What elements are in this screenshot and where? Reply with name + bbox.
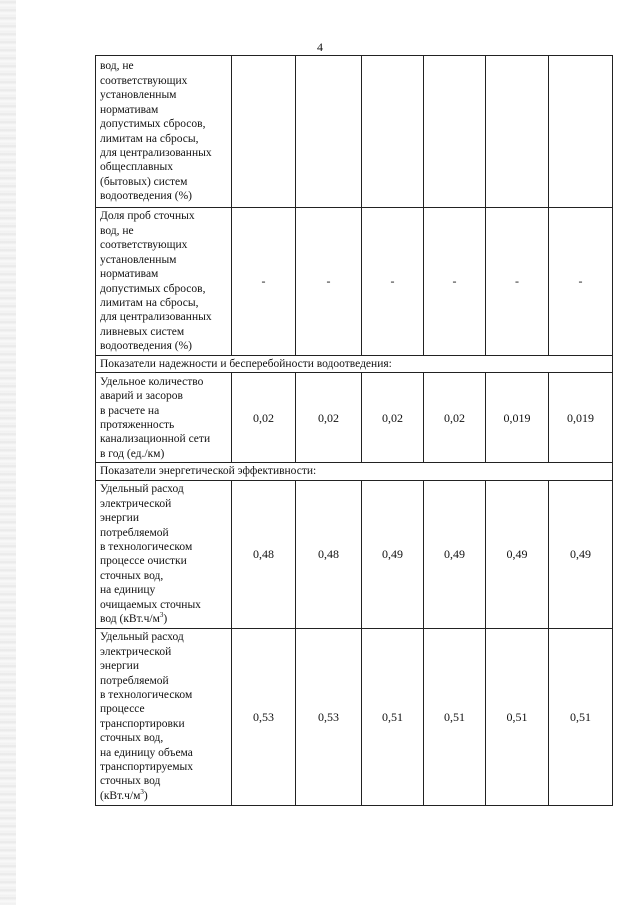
value-cell	[549, 56, 613, 208]
value-cell	[486, 56, 549, 208]
row-label-text: Удельный расход электрической энергии потребляемой в технологическом процессе транспортировки сточных вод, на единицу объема транспортируемых сточных вод (кВт.ч/м	[100, 631, 194, 802]
value-cell: -	[296, 208, 362, 356]
row-label: Доля проб сточных вод, не соответствующих установленным нормативам допустимых сбросов, лимитам на сбросы, для централизованных ливневых систем водоотведения (%)	[96, 208, 232, 356]
value-cell: 0,48	[232, 480, 296, 628]
section-heading: Показатели надежности и бесперебойности водоотведения:	[96, 356, 613, 373]
row-label-tail: )	[143, 789, 148, 802]
value-cell: 0,49	[362, 480, 424, 628]
value-cell	[362, 56, 424, 208]
unit-superscript: 3	[140, 788, 144, 797]
value-cell: 0,53	[232, 628, 296, 805]
row-label-tail: )	[163, 612, 168, 625]
value-cell: -	[362, 208, 424, 356]
value-cell: 0,02	[296, 373, 362, 463]
value-cell: 0,51	[424, 628, 486, 805]
section-heading: Показатели энергетической эффективности:	[96, 463, 613, 480]
section-row-reliability	[96, 356, 613, 373]
value-cell: 0,49	[549, 480, 613, 628]
value-cell: 0,019	[486, 373, 549, 463]
row-label: Удельное количество аварий и засоров в расчете на протяженность канализационной сети в год (ед./км)	[96, 373, 232, 463]
section-row-energy	[96, 463, 613, 480]
value-cell: 0,48	[296, 480, 362, 628]
row-label	[96, 628, 232, 805]
page-number: 4	[317, 40, 323, 54]
value-cell: 0,49	[486, 480, 549, 628]
table-row-treatment-energy	[96, 480, 613, 628]
row-label-text: Удельный расход электрической энергии потребляемой в технологическом процессе очистки сточных вод, на единицу очищаемых сточных вод (кВт.ч/м	[100, 483, 201, 625]
value-cell: 0,51	[486, 628, 549, 805]
table-row-transport-energy	[96, 628, 613, 805]
value-cell: -	[424, 208, 486, 356]
value-cell: 0,019	[549, 373, 613, 463]
value-cell: 0,53	[296, 628, 362, 805]
table-row-accidents	[96, 373, 613, 463]
table-row-storm-share	[96, 208, 613, 356]
value-cell: -	[486, 208, 549, 356]
value-cell: 0,02	[424, 373, 486, 463]
value-cell: 0,51	[362, 628, 424, 805]
row-label: вод, не соответствующих установленным нормативам допустимых сбросов, лимитам на сбросы, для централизованных общесплавных (бытовых) систем водоотведения (%)	[96, 56, 232, 208]
value-cell	[424, 56, 486, 208]
table-row-flow-share	[96, 56, 613, 208]
value-cell: -	[549, 208, 613, 356]
scan-edge	[0, 0, 16, 905]
indicators-table	[95, 55, 613, 806]
value-cell: 0,51	[549, 628, 613, 805]
value-cell: 0,49	[424, 480, 486, 628]
value-cell: 0,02	[232, 373, 296, 463]
value-cell	[296, 56, 362, 208]
row-label	[96, 480, 232, 628]
unit-superscript: 3	[159, 611, 164, 620]
value-cell	[232, 56, 296, 208]
value-cell: -	[232, 208, 296, 356]
value-cell: 0,02	[362, 373, 424, 463]
